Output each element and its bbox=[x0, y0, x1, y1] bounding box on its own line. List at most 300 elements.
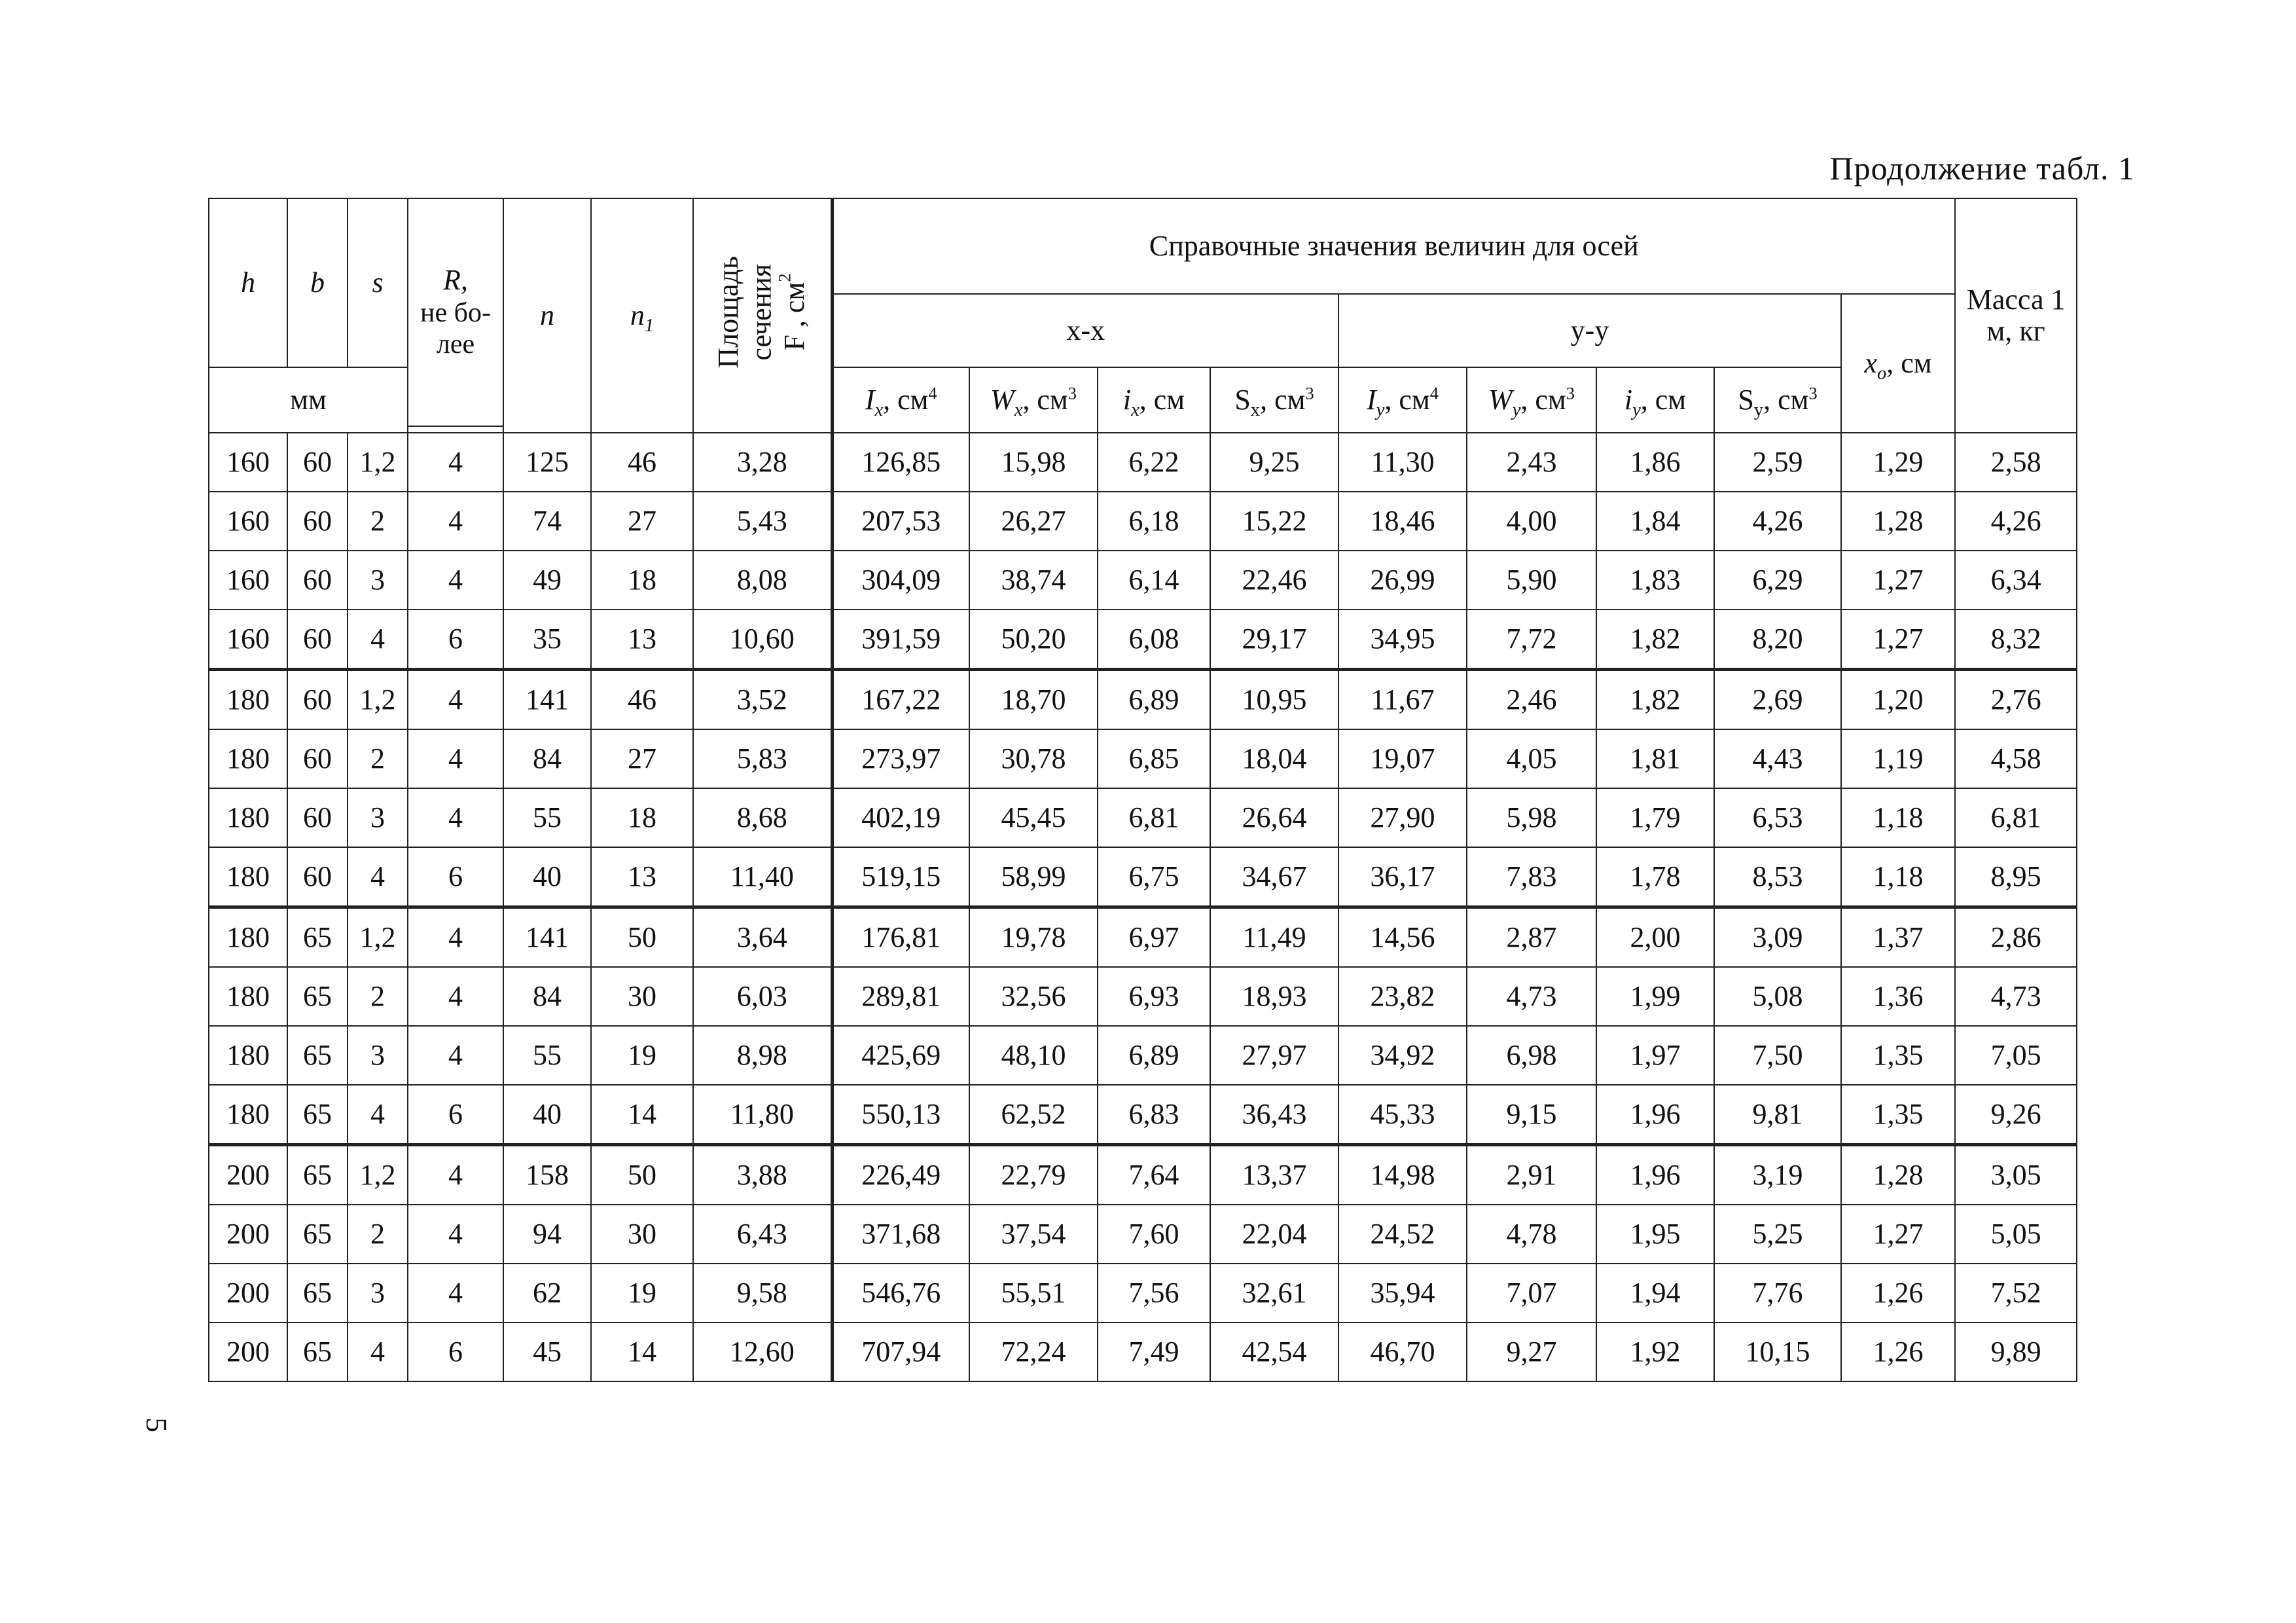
table-cell: 1,36 bbox=[1841, 967, 1955, 1026]
table-cell: 60 bbox=[287, 847, 348, 907]
table-row bbox=[209, 1264, 2077, 1322]
col-header-n1: $n_1$ bbox=[591, 198, 693, 433]
table-row bbox=[209, 551, 2077, 610]
table-cell: 5,08 bbox=[1714, 967, 1841, 1026]
table-row bbox=[209, 1085, 2077, 1145]
table-cell: 707,94 bbox=[832, 1322, 969, 1381]
table-cell: 5,90 bbox=[1467, 551, 1596, 610]
table-cell: 4,00 bbox=[1467, 492, 1596, 551]
table-cell: 45 bbox=[503, 1322, 591, 1381]
table-cell: 1,84 bbox=[1596, 492, 1714, 551]
table-cell: 3,88 bbox=[693, 1145, 832, 1205]
table-cell: 11,40 bbox=[693, 847, 832, 907]
table-cell: 65 bbox=[287, 1085, 348, 1145]
table-cell: 8,20 bbox=[1714, 610, 1841, 670]
table-cell: 2,00 bbox=[1596, 907, 1714, 968]
table-cell: 26,64 bbox=[1210, 788, 1338, 847]
table-cell: 180 bbox=[209, 907, 287, 968]
table-cell: 45,45 bbox=[969, 788, 1098, 847]
table-cell: 200 bbox=[209, 1205, 287, 1264]
table-cell: 24,52 bbox=[1338, 1205, 1467, 1264]
table-cell: 550,13 bbox=[832, 1085, 969, 1145]
table-body bbox=[209, 433, 2077, 1381]
table-cell: 34,95 bbox=[1338, 610, 1467, 670]
col-header-reference-values: Справочные значения величин для осей bbox=[832, 198, 1955, 294]
table-cell: 8,08 bbox=[693, 551, 832, 610]
table-row bbox=[209, 967, 2077, 1026]
table-cell: 3 bbox=[348, 551, 408, 610]
table-cell: 74 bbox=[503, 492, 591, 551]
table-cell: 48,10 bbox=[969, 1026, 1098, 1085]
table-cell: 1,18 bbox=[1841, 788, 1955, 847]
table-cell: 6,22 bbox=[1098, 433, 1210, 492]
table-cell: 27,90 bbox=[1338, 788, 1467, 847]
table-cell: 160 bbox=[209, 492, 287, 551]
table-cell: 8,68 bbox=[693, 788, 832, 847]
table-cell: 2,69 bbox=[1714, 670, 1841, 730]
table-caption: Продолжение табл. 1 bbox=[1829, 150, 2135, 187]
table-cell: 36,17 bbox=[1338, 847, 1467, 907]
table-cell: 7,50 bbox=[1714, 1026, 1841, 1085]
table-cell: 34,67 bbox=[1210, 847, 1338, 907]
table-cell: 18,70 bbox=[969, 670, 1098, 730]
table-cell: 180 bbox=[209, 1085, 287, 1145]
table-cell: 62,52 bbox=[969, 1085, 1098, 1145]
table-cell: 200 bbox=[209, 1264, 287, 1322]
table-cell: 60 bbox=[287, 670, 348, 730]
table-cell: 273,97 bbox=[832, 729, 969, 788]
table-row bbox=[209, 907, 2077, 968]
table-cell: 2,43 bbox=[1467, 433, 1596, 492]
table-row bbox=[209, 1145, 2077, 1205]
table-cell: 65 bbox=[287, 907, 348, 968]
table-cell: 6,98 bbox=[1467, 1026, 1596, 1085]
table-row bbox=[209, 847, 2077, 907]
table-cell: 6,18 bbox=[1098, 492, 1210, 551]
table-cell: 1,37 bbox=[1841, 907, 1955, 968]
table-cell: 46 bbox=[591, 433, 693, 492]
table-cell: 27,97 bbox=[1210, 1026, 1338, 1085]
table-cell: 5,05 bbox=[1955, 1205, 2077, 1264]
col-header-ry: $i_y$, см bbox=[1596, 367, 1714, 433]
table-cell: 391,59 bbox=[832, 610, 969, 670]
table-cell: 226,49 bbox=[832, 1145, 969, 1205]
table-cell: 50 bbox=[591, 907, 693, 968]
table-cell: 1,20 bbox=[1841, 670, 1955, 730]
table-cell: 19,78 bbox=[969, 907, 1098, 968]
table-cell: 30 bbox=[591, 1205, 693, 1264]
table-cell: 3,52 bbox=[693, 670, 832, 730]
table-cell: 1,95 bbox=[1596, 1205, 1714, 1264]
table-cell: 141 bbox=[503, 670, 591, 730]
table-cell: 14,56 bbox=[1338, 907, 1467, 968]
table-cell: 18,46 bbox=[1338, 492, 1467, 551]
col-header-s: s bbox=[348, 198, 408, 367]
table-cell: 30,78 bbox=[969, 729, 1098, 788]
table-cell: 6 bbox=[408, 1085, 503, 1145]
table-cell: 6 bbox=[408, 610, 503, 670]
table-cell: 1,35 bbox=[1841, 1026, 1955, 1085]
table-cell: 18,04 bbox=[1210, 729, 1338, 788]
table-cell: 167,22 bbox=[832, 670, 969, 730]
table-cell: 15,22 bbox=[1210, 492, 1338, 551]
col-header-r: R, не бо- лее bbox=[408, 198, 503, 426]
table-cell: 6 bbox=[408, 1322, 503, 1381]
table-cell: 158 bbox=[503, 1145, 591, 1205]
table-cell: 4 bbox=[408, 670, 503, 730]
table-cell: 60 bbox=[287, 433, 348, 492]
table-cell: 15,98 bbox=[969, 433, 1098, 492]
table-cell: 402,19 bbox=[832, 788, 969, 847]
table-cell: 1,82 bbox=[1596, 610, 1714, 670]
table-cell: 1,92 bbox=[1596, 1322, 1714, 1381]
table-cell: 6,14 bbox=[1098, 551, 1210, 610]
table-cell: 180 bbox=[209, 967, 287, 1026]
table-cell: 7,07 bbox=[1467, 1264, 1596, 1322]
table-cell: 65 bbox=[287, 1264, 348, 1322]
table-cell: 125 bbox=[503, 433, 591, 492]
table-cell: 1,2 bbox=[348, 433, 408, 492]
table-cell: 60 bbox=[287, 610, 348, 670]
table-cell: 2,91 bbox=[1467, 1145, 1596, 1205]
table-row bbox=[209, 1026, 2077, 1085]
col-header-wy: $W_y$, $см^3$ bbox=[1467, 367, 1596, 433]
table-cell: 2 bbox=[348, 967, 408, 1026]
table-cell: 7,64 bbox=[1098, 1145, 1210, 1205]
table-cell: 1,28 bbox=[1841, 1145, 1955, 1205]
table-cell: 6 bbox=[408, 847, 503, 907]
table-cell: 176,81 bbox=[832, 907, 969, 968]
table-row bbox=[209, 610, 2077, 670]
table-cell: 1,83 bbox=[1596, 551, 1714, 610]
table-cell: 8,95 bbox=[1955, 847, 2077, 907]
table-cell: 62 bbox=[503, 1264, 591, 1322]
table-cell: 72,24 bbox=[969, 1322, 1098, 1381]
table-cell: 9,15 bbox=[1467, 1085, 1596, 1145]
table-cell: 3,05 bbox=[1955, 1145, 2077, 1205]
table-cell: 2,86 bbox=[1955, 907, 2077, 968]
table-cell: 18,93 bbox=[1210, 967, 1338, 1026]
table-cell: 49 bbox=[503, 551, 591, 610]
table-cell: 4,58 bbox=[1955, 729, 2077, 788]
table-cell: 7,60 bbox=[1098, 1205, 1210, 1264]
table-cell: 6,83 bbox=[1098, 1085, 1210, 1145]
table-cell: 2,87 bbox=[1467, 907, 1596, 968]
table-cell: 207,53 bbox=[832, 492, 969, 551]
table-cell: 55 bbox=[503, 788, 591, 847]
table-cell: 9,26 bbox=[1955, 1085, 2077, 1145]
table-cell: 40 bbox=[503, 1085, 591, 1145]
table-cell: 27 bbox=[591, 492, 693, 551]
table-cell: 10,95 bbox=[1210, 670, 1338, 730]
table-cell: 4,05 bbox=[1467, 729, 1596, 788]
table-cell: 180 bbox=[209, 670, 287, 730]
table-cell: 4 bbox=[408, 433, 503, 492]
table-cell: 1,29 bbox=[1841, 433, 1955, 492]
table-cell: 1,99 bbox=[1596, 967, 1714, 1026]
table-cell: 14 bbox=[591, 1085, 693, 1145]
table-cell: 425,69 bbox=[832, 1026, 969, 1085]
table-cell: 1,26 bbox=[1841, 1322, 1955, 1381]
table-cell: 4 bbox=[348, 847, 408, 907]
table-cell: 60 bbox=[287, 729, 348, 788]
table-cell: 40 bbox=[503, 847, 591, 907]
col-header-rx: $i_x$, см bbox=[1098, 367, 1210, 433]
table-cell: 6,43 bbox=[693, 1205, 832, 1264]
table-cell: 1,35 bbox=[1841, 1085, 1955, 1145]
table-cell: 371,68 bbox=[832, 1205, 969, 1264]
table-cell: 1,81 bbox=[1596, 729, 1714, 788]
table-cell: 5,98 bbox=[1467, 788, 1596, 847]
table-cell: 4 bbox=[408, 788, 503, 847]
table-cell: 1,96 bbox=[1596, 1085, 1714, 1145]
table-cell: 14 bbox=[591, 1322, 693, 1381]
table-cell: 4,26 bbox=[1955, 492, 2077, 551]
table-cell: 10,15 bbox=[1714, 1322, 1841, 1381]
table-cell: 1,26 bbox=[1841, 1264, 1955, 1322]
table-cell: 289,81 bbox=[832, 967, 969, 1026]
table-cell: 9,25 bbox=[1210, 433, 1338, 492]
table-cell: 8,98 bbox=[693, 1026, 832, 1085]
table-cell: 19,07 bbox=[1338, 729, 1467, 788]
table-cell: 46 bbox=[591, 670, 693, 730]
table-row bbox=[209, 670, 2077, 730]
table-cell: 4 bbox=[408, 967, 503, 1026]
table-cell: 1,94 bbox=[1596, 1264, 1714, 1322]
table-cell: 6,29 bbox=[1714, 551, 1841, 610]
table-cell: 65 bbox=[287, 1322, 348, 1381]
axis-header-yy: y-y bbox=[1338, 294, 1841, 367]
table-cell: 3,19 bbox=[1714, 1145, 1841, 1205]
table-cell: 5,25 bbox=[1714, 1205, 1841, 1264]
table-cell: 7,56 bbox=[1098, 1264, 1210, 1322]
col-header-iy: $I_y$, $см^4$ bbox=[1338, 367, 1467, 433]
table-cell: 23,82 bbox=[1338, 967, 1467, 1026]
table-cell: 60 bbox=[287, 492, 348, 551]
table-cell: 55 bbox=[503, 1026, 591, 1085]
table-cell: 4 bbox=[348, 1322, 408, 1381]
table-cell: 65 bbox=[287, 967, 348, 1026]
table-cell: 160 bbox=[209, 610, 287, 670]
table-cell: 1,97 bbox=[1596, 1026, 1714, 1085]
table-cell: 4 bbox=[408, 551, 503, 610]
table-cell: 180 bbox=[209, 729, 287, 788]
col-header-sx: $S_x$, $см^3$ bbox=[1210, 367, 1338, 433]
table-cell: 4 bbox=[408, 907, 503, 968]
table-cell: 10,60 bbox=[693, 610, 832, 670]
col-header-n: n bbox=[503, 198, 591, 433]
table-cell: 4 bbox=[348, 610, 408, 670]
table-cell: 1,86 bbox=[1596, 433, 1714, 492]
table-cell: 45,33 bbox=[1338, 1085, 1467, 1145]
table-cell: 160 bbox=[209, 433, 287, 492]
table-cell: 6,03 bbox=[693, 967, 832, 1026]
table-row bbox=[209, 1205, 2077, 1264]
col-header-area: Площадь сечения F , $см^2$ bbox=[693, 198, 832, 433]
table-row bbox=[209, 492, 2077, 551]
table-cell: 4,73 bbox=[1955, 967, 2077, 1026]
table-cell: 84 bbox=[503, 967, 591, 1026]
unit-header-mm: мм bbox=[209, 367, 408, 433]
table-cell: 141 bbox=[503, 907, 591, 968]
col-header-b: b bbox=[287, 198, 348, 367]
table-cell: 4,78 bbox=[1467, 1205, 1596, 1264]
table-cell: 6,81 bbox=[1955, 788, 2077, 847]
table-cell: 180 bbox=[209, 1026, 287, 1085]
table-cell: 7,05 bbox=[1955, 1026, 2077, 1085]
table-cell: 8,53 bbox=[1714, 847, 1841, 907]
table-cell: 22,79 bbox=[969, 1145, 1098, 1205]
table-cell: 6,85 bbox=[1098, 729, 1210, 788]
table-cell: 1,27 bbox=[1841, 551, 1955, 610]
table-cell: 32,61 bbox=[1210, 1264, 1338, 1322]
table-cell: 180 bbox=[209, 847, 287, 907]
table-cell: 200 bbox=[209, 1145, 287, 1205]
table-row bbox=[209, 433, 2077, 492]
table-cell: 5,83 bbox=[693, 729, 832, 788]
table-cell: 50 bbox=[591, 1145, 693, 1205]
col-header-h: h bbox=[209, 198, 287, 367]
table-cell: 200 bbox=[209, 1322, 287, 1381]
table-cell: 6,97 bbox=[1098, 907, 1210, 968]
table-cell: 22,46 bbox=[1210, 551, 1338, 610]
table-cell: 8,32 bbox=[1955, 610, 2077, 670]
table-cell: 4,73 bbox=[1467, 967, 1596, 1026]
table-cell: 11,30 bbox=[1338, 433, 1467, 492]
table-cell: 2 bbox=[348, 1205, 408, 1264]
table-cell: 50,20 bbox=[969, 610, 1098, 670]
col-header-wx: $W_x$, $см^3$ bbox=[969, 367, 1098, 433]
table-cell: 4,26 bbox=[1714, 492, 1841, 551]
table-cell: 2,76 bbox=[1955, 670, 2077, 730]
page-number: 5 bbox=[140, 1417, 173, 1432]
table-cell: 6,75 bbox=[1098, 847, 1210, 907]
table-cell: 18 bbox=[591, 788, 693, 847]
table-cell: 546,76 bbox=[832, 1264, 969, 1322]
table-cell: 1,2 bbox=[348, 670, 408, 730]
table-cell: 6,08 bbox=[1098, 610, 1210, 670]
table-cell: 9,27 bbox=[1467, 1322, 1596, 1381]
table-cell: 35 bbox=[503, 610, 591, 670]
table-cell: 4 bbox=[408, 729, 503, 788]
table-cell: 7,49 bbox=[1098, 1322, 1210, 1381]
table-cell: 12,60 bbox=[693, 1322, 832, 1381]
table-cell: 1,28 bbox=[1841, 492, 1955, 551]
table-cell: 304,09 bbox=[832, 551, 969, 610]
table-cell: 4 bbox=[408, 492, 503, 551]
table-cell: 13 bbox=[591, 610, 693, 670]
table-cell: 4 bbox=[408, 1026, 503, 1085]
table-cell: 65 bbox=[287, 1145, 348, 1205]
table-cell: 94 bbox=[503, 1205, 591, 1264]
table-cell: 7,76 bbox=[1714, 1264, 1841, 1322]
table-cell: 14,98 bbox=[1338, 1145, 1467, 1205]
table-cell: 2,46 bbox=[1467, 670, 1596, 730]
table-cell: 1,19 bbox=[1841, 729, 1955, 788]
table-cell: 38,74 bbox=[969, 551, 1098, 610]
table-cell: 18 bbox=[591, 551, 693, 610]
table-cell: 11,80 bbox=[693, 1085, 832, 1145]
col-header-x0: $x_o$, см bbox=[1841, 294, 1955, 433]
profile-table bbox=[208, 198, 2077, 1382]
table-cell: 3,09 bbox=[1714, 907, 1841, 968]
table-cell: 22,04 bbox=[1210, 1205, 1338, 1264]
table-cell: 2,58 bbox=[1955, 433, 2077, 492]
table-cell: 519,15 bbox=[832, 847, 969, 907]
table-cell: 30 bbox=[591, 967, 693, 1026]
table-cell: 32,56 bbox=[969, 967, 1098, 1026]
table-cell: 11,49 bbox=[1210, 907, 1338, 968]
table-cell: 6,81 bbox=[1098, 788, 1210, 847]
table-cell: 2 bbox=[348, 492, 408, 551]
col-header-sy: $S_y$, $см^3$ bbox=[1714, 367, 1841, 433]
table-cell: 5,43 bbox=[693, 492, 832, 551]
col-header-ix: $I_x$, $см^4$ bbox=[832, 367, 969, 433]
table-cell: 3 bbox=[348, 788, 408, 847]
table-cell: 35,94 bbox=[1338, 1264, 1467, 1322]
table-cell: 19 bbox=[591, 1026, 693, 1085]
table-cell: 55,51 bbox=[969, 1264, 1098, 1322]
table-cell: 6,89 bbox=[1098, 1026, 1210, 1085]
table-cell: 1,18 bbox=[1841, 847, 1955, 907]
table-cell: 9,89 bbox=[1955, 1322, 2077, 1381]
table-cell: 1,2 bbox=[348, 1145, 408, 1205]
table-cell: 1,2 bbox=[348, 907, 408, 968]
table-cell: 160 bbox=[209, 551, 287, 610]
table-row bbox=[209, 788, 2077, 847]
table-cell: 4 bbox=[408, 1264, 503, 1322]
table-cell: 3,64 bbox=[693, 907, 832, 968]
table-cell: 29,17 bbox=[1210, 610, 1338, 670]
axis-header-xx: x-x bbox=[832, 294, 1338, 367]
table-cell: 13 bbox=[591, 847, 693, 907]
table-cell: 180 bbox=[209, 788, 287, 847]
table-cell: 1,79 bbox=[1596, 788, 1714, 847]
table-cell: 6,93 bbox=[1098, 967, 1210, 1026]
table-row bbox=[209, 1322, 2077, 1381]
table-cell: 84 bbox=[503, 729, 591, 788]
table-cell: 46,70 bbox=[1338, 1322, 1467, 1381]
table-cell: 7,83 bbox=[1467, 847, 1596, 907]
table-cell: 7,72 bbox=[1467, 610, 1596, 670]
table-cell: 4,43 bbox=[1714, 729, 1841, 788]
table-cell: 11,67 bbox=[1338, 670, 1467, 730]
table-cell: 7,52 bbox=[1955, 1264, 2077, 1322]
table-cell: 6,34 bbox=[1955, 551, 2077, 610]
table-cell: 6,53 bbox=[1714, 788, 1841, 847]
table-cell: 3 bbox=[348, 1026, 408, 1085]
table-cell: 6,89 bbox=[1098, 670, 1210, 730]
table-cell: 1,96 bbox=[1596, 1145, 1714, 1205]
table-cell: 26,99 bbox=[1338, 551, 1467, 610]
table-cell: 4 bbox=[408, 1145, 503, 1205]
table-cell: 1,82 bbox=[1596, 670, 1714, 730]
table-cell: 2 bbox=[348, 729, 408, 788]
table-cell: 1,27 bbox=[1841, 1205, 1955, 1264]
table-cell: 2,59 bbox=[1714, 433, 1841, 492]
table-cell: 60 bbox=[287, 551, 348, 610]
table-cell: 65 bbox=[287, 1205, 348, 1264]
table-cell: 27 bbox=[591, 729, 693, 788]
table-cell: 1,78 bbox=[1596, 847, 1714, 907]
table-cell: 9,58 bbox=[693, 1264, 832, 1322]
table-cell: 126,85 bbox=[832, 433, 969, 492]
table-cell: 60 bbox=[287, 788, 348, 847]
table-cell: 3 bbox=[348, 1264, 408, 1322]
table-cell: 13,37 bbox=[1210, 1145, 1338, 1205]
table-cell: 58,99 bbox=[969, 847, 1098, 907]
table-cell: 42,54 bbox=[1210, 1322, 1338, 1381]
